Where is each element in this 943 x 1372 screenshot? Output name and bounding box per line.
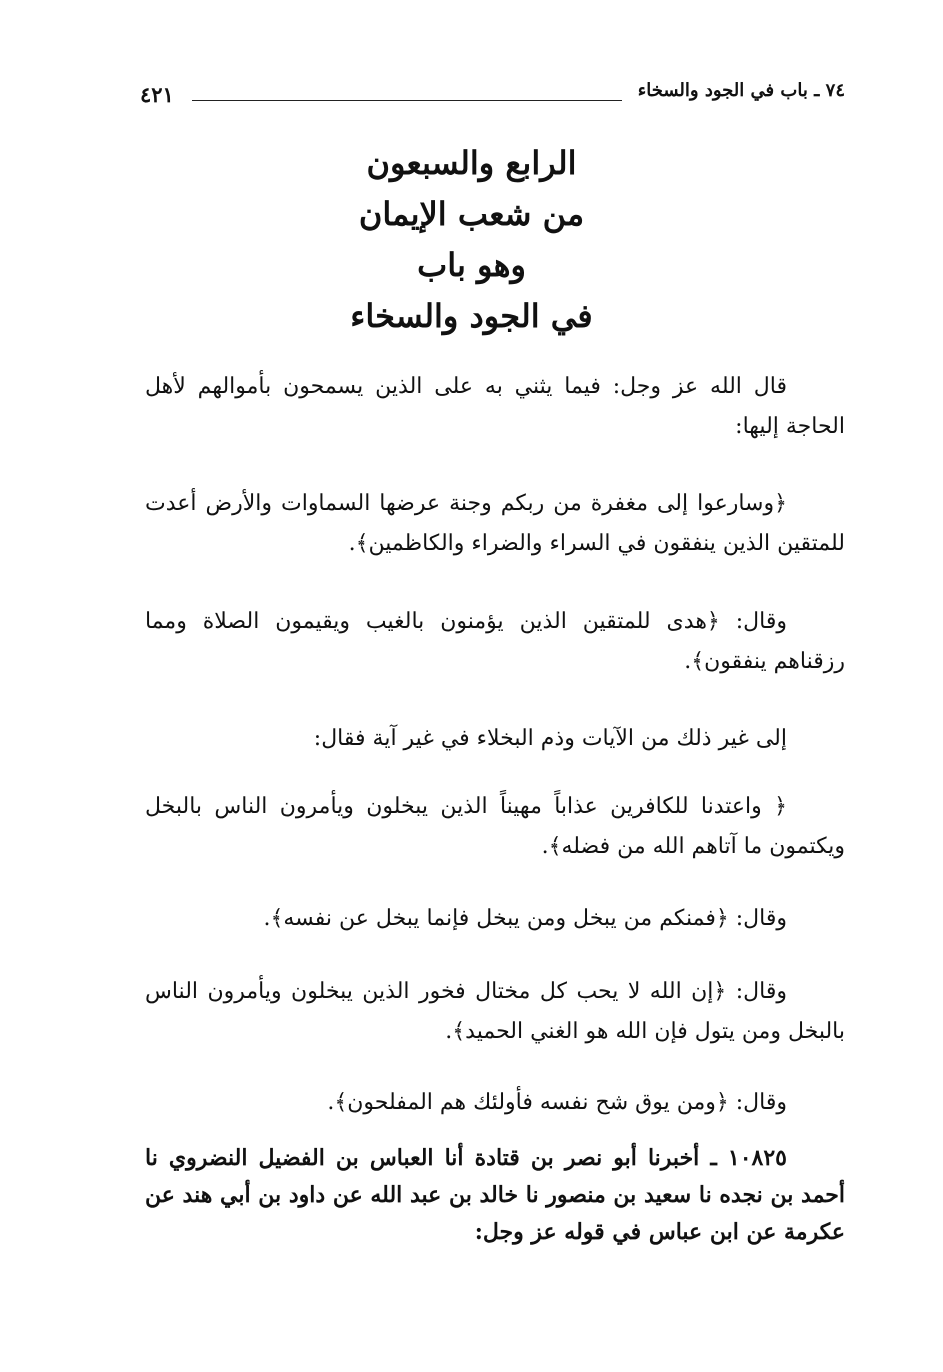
paragraph-text: وقال: ﴿فمنكم من يبخل ومن يبخل فإنما يبخل عن نفسه﴾. — [263, 906, 787, 931]
chapter-title-line-2: من شعب الإيمان — [358, 195, 585, 233]
chapter-title-line-1: الرابع والسبعون — [366, 144, 577, 182]
paragraph-text: وقال: ﴿هدى للمتقين الذين يؤمنون بالغيب ويقيمون الصلاة ومما رزقناهم ينفقون﴾. — [145, 609, 845, 674]
paragraph-text: إلى غير ذلك من الآيات وذم البخلاء في غير آية فقال: — [313, 726, 787, 751]
page-number: ٤٢١ — [140, 82, 174, 107]
paragraph-hadith-10825 — [145, 1140, 845, 1251]
page-header — [140, 72, 845, 112]
paragraph-text: ﴿ واعتدنا للكافرين عذاباً مهيناً الذين يبخلون ويأمرون الناس بالبخل ويكتمون ما آتاهم الله من فضله﴾. — [145, 794, 845, 859]
running-head: ٧٤ ـ باب في الجود والسخاء — [637, 80, 845, 101]
paragraph-verse-3 — [145, 787, 845, 867]
chapter-title — [0, 138, 943, 342]
header-rule — [192, 100, 622, 101]
paragraph-verse-1 — [145, 484, 845, 564]
paragraph-text: ﴿وسارعوا إلى مغفرة من ربكم وجنة عرضها السماوات والأرض أعدت للمتقين الذين ينفقون في السراء والضراء والكاظمين﴾. — [145, 491, 845, 556]
paragraph-text: قال الله عز وجل: فيما يثني به على الذين يسمحون بأموالهم لأهل الحاجة إليها: — [145, 374, 845, 439]
paragraph-verse-4 — [145, 899, 845, 939]
paragraph-text: وقال: ﴿إن الله لا يحب كل مختال فخور الذين يبخلون ويأمرون الناس بالبخل ومن يتول فإن الله هو الغني الحميد﴾. — [145, 979, 845, 1044]
paragraph-text: وقال: ﴿ومن يوق شح نفسه فأولئك هم المفلحون﴾. — [327, 1090, 787, 1115]
paragraph-text: ١٠٨٢٥ ـ أخبرنا أبو نصر بن قتادة أنا العباس بن الفضيل النضروي نا أحمد بن نجده نا سعيد بن منصور نا خالد بن عبد الله عن داود بن أبي هند عن عكرمة عن ابن عباس في قوله عز وجل: — [145, 1145, 845, 1245]
paragraph-intro — [145, 367, 845, 447]
paragraph-transition — [145, 719, 845, 759]
chapter-title-line-3: وهو باب — [417, 246, 526, 284]
paragraph-verse-6 — [145, 1083, 845, 1123]
paragraph-verse-2 — [145, 602, 845, 682]
chapter-title-line-4: في الجود والسخاء — [350, 297, 593, 335]
paragraph-verse-5 — [145, 972, 845, 1052]
